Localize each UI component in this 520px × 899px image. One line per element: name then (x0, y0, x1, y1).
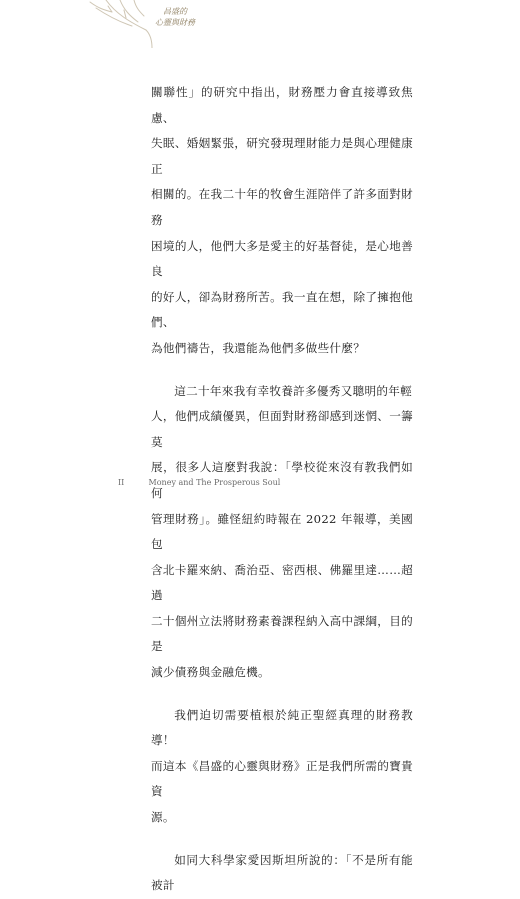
paragraph-2 (148, 379, 413, 686)
text-line: 困境的人，他們大多是愛主的好基督徒，是心地善良 (151, 238, 413, 279)
text-line: 為他們禱告，我還能為他們多做些什麼？ (151, 340, 366, 355)
page-footer (118, 478, 280, 490)
paragraph-3 (151, 703, 413, 831)
text-line: 人，他們成績優異，但面對財務卻感到迷惘、一籌莫 (151, 409, 413, 449)
footer-running-title: Money and The Prosperous Soul (148, 478, 281, 487)
header-title-line-2: 心靈與財務 (155, 18, 195, 27)
paragraph-4 (151, 848, 413, 899)
text-line: 的好人，卻為財務所苦。我一直在想，除了擁抱他們、 (151, 289, 413, 330)
text-line: 失眠、婚姻緊張，研究發現理財能力是與心理健康正 (151, 136, 413, 176)
text-line: 如同大科學家愛因斯坦所說的：「不是所有能被計 (151, 852, 413, 893)
text-line: 我們迫切需要植根於純正聖經真理的財務教導！ (151, 707, 413, 748)
page-number: II (118, 478, 125, 487)
text-line: 這二十年來我有幸牧養許多優秀又聰明的年輕 (174, 383, 413, 398)
text-line: 而這本《昌盛的心靈與財務》正是我們所需的寶貴資 (151, 758, 413, 799)
text-line: 減少債務與金融危機。 (151, 665, 270, 680)
text-line: 展，很多人這麼對我說：「學校從來沒有教我們如何 (151, 460, 413, 500)
text-line: 相關的。在我二十年的牧會生涯陪伴了許多面對財務 (151, 187, 413, 227)
running-header (145, 6, 205, 28)
paragraph-1 (151, 80, 413, 362)
text-line: 源。 (151, 810, 175, 825)
text-line: 管理財務」。雖怪紐約時報在 2022 年報導，美國包 (151, 511, 413, 552)
text-line: 關聯性」的研究中指出，財務壓力會直接導致焦慮、 (151, 85, 413, 125)
header-title-line-1: 昌盛的 (163, 7, 187, 16)
text-line: 二十個州立法將財務素養課程納入高中課綱，目的是 (151, 613, 413, 654)
text-line: 含北卡羅來納、喬治亞、密西根、佛羅里達……超過 (151, 562, 413, 603)
